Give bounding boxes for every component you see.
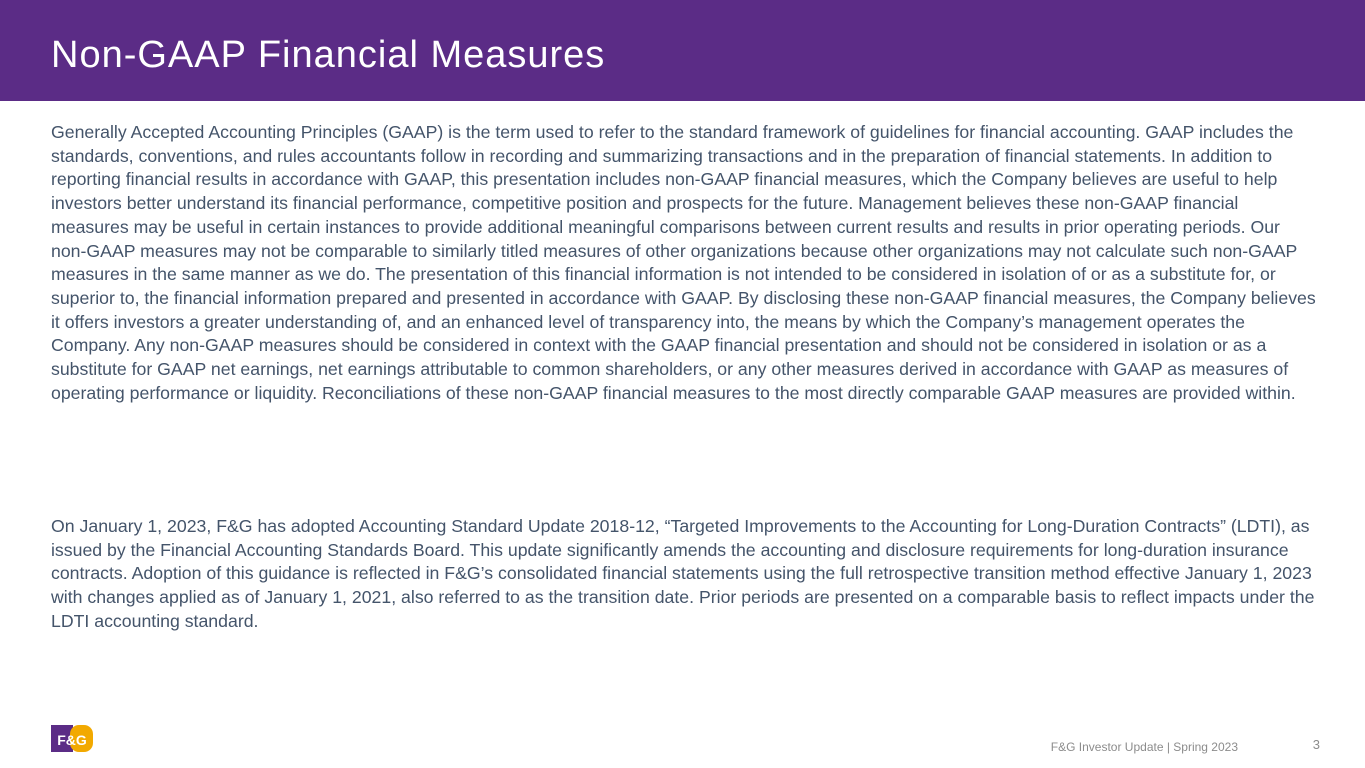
footer-caption: F&G Investor Update | Spring 2023 <box>1050 740 1238 754</box>
gaap-definition-paragraph: Generally Accepted Accounting Principles (GAAP) is the term used to refer to the standard framework of guidelines for financial accounting. GAAP includes the standards, conventions, and rules accountants follow in recording and summarizing transactions and in the preparation of financial statements. In addition to reporting financial results in accordance with GAAP, this presentation includes non-GAAP financial measures, which the Company believes are useful to help investors better understand its financial performance, competitive position and prospects for the future. Management believes these non-GAAP financial measures may be useful in certain instances to provide additional meaningful comparisons between current results and results in prior operating periods. Our non-GAAP measures may not be comparable to similarly titled measures of other organizations because other organizations may not calculate such non-GAAP measures in the same manner as we do. The presentation of this financial information is not intended to be considered in isolation of or as a substitute for, or superior to, the financial information prepared and presented in accordance with GAAP. By disclosing these non-GAAP financial measures, the Company believes it offers investors a greater understanding of, and an enhanced level of transparency into, the means by which the Company’s management operates the Company. Any non-GAAP measures should be considered in context with the GAAP financial presentation and should not be considered in isolation or as a substitute for GAAP net earnings, net earnings attributable to common shareholders, or any other measures derived in accordance with GAAP as measures of operating performance or liquidity. Reconciliations of these non-GAAP financial measures to the most directly comparable GAAP measures are provided within. <box>51 122 1316 403</box>
logo-wordmark: F&G <box>57 732 87 748</box>
page-title: Non-GAAP Financial Measures <box>51 34 606 76</box>
fg-logo <box>51 724 95 754</box>
ldti-adoption-paragraph: On January 1, 2023, F&G has adopted Accounting Standard Update 2018-12, “Targeted Improvements to the Accounting for Long-Duration Contracts” (LDTI), as issued by the Financial Accounting Standards Board. This update significantly amends the accounting and disclosure requirements for long-duration insurance contracts. Adoption of this guidance is reflected in F&G’s consolidated financial statements using the full retrospective transition method effective January 1, 2023 with changes applied as of January 1, 2021, also referred to as the transition date. Prior periods are presented on a comparable basis to reflect impacts under the LDTI accounting standard. <box>51 516 1315 631</box>
page-number: 3 <box>1312 737 1320 752</box>
